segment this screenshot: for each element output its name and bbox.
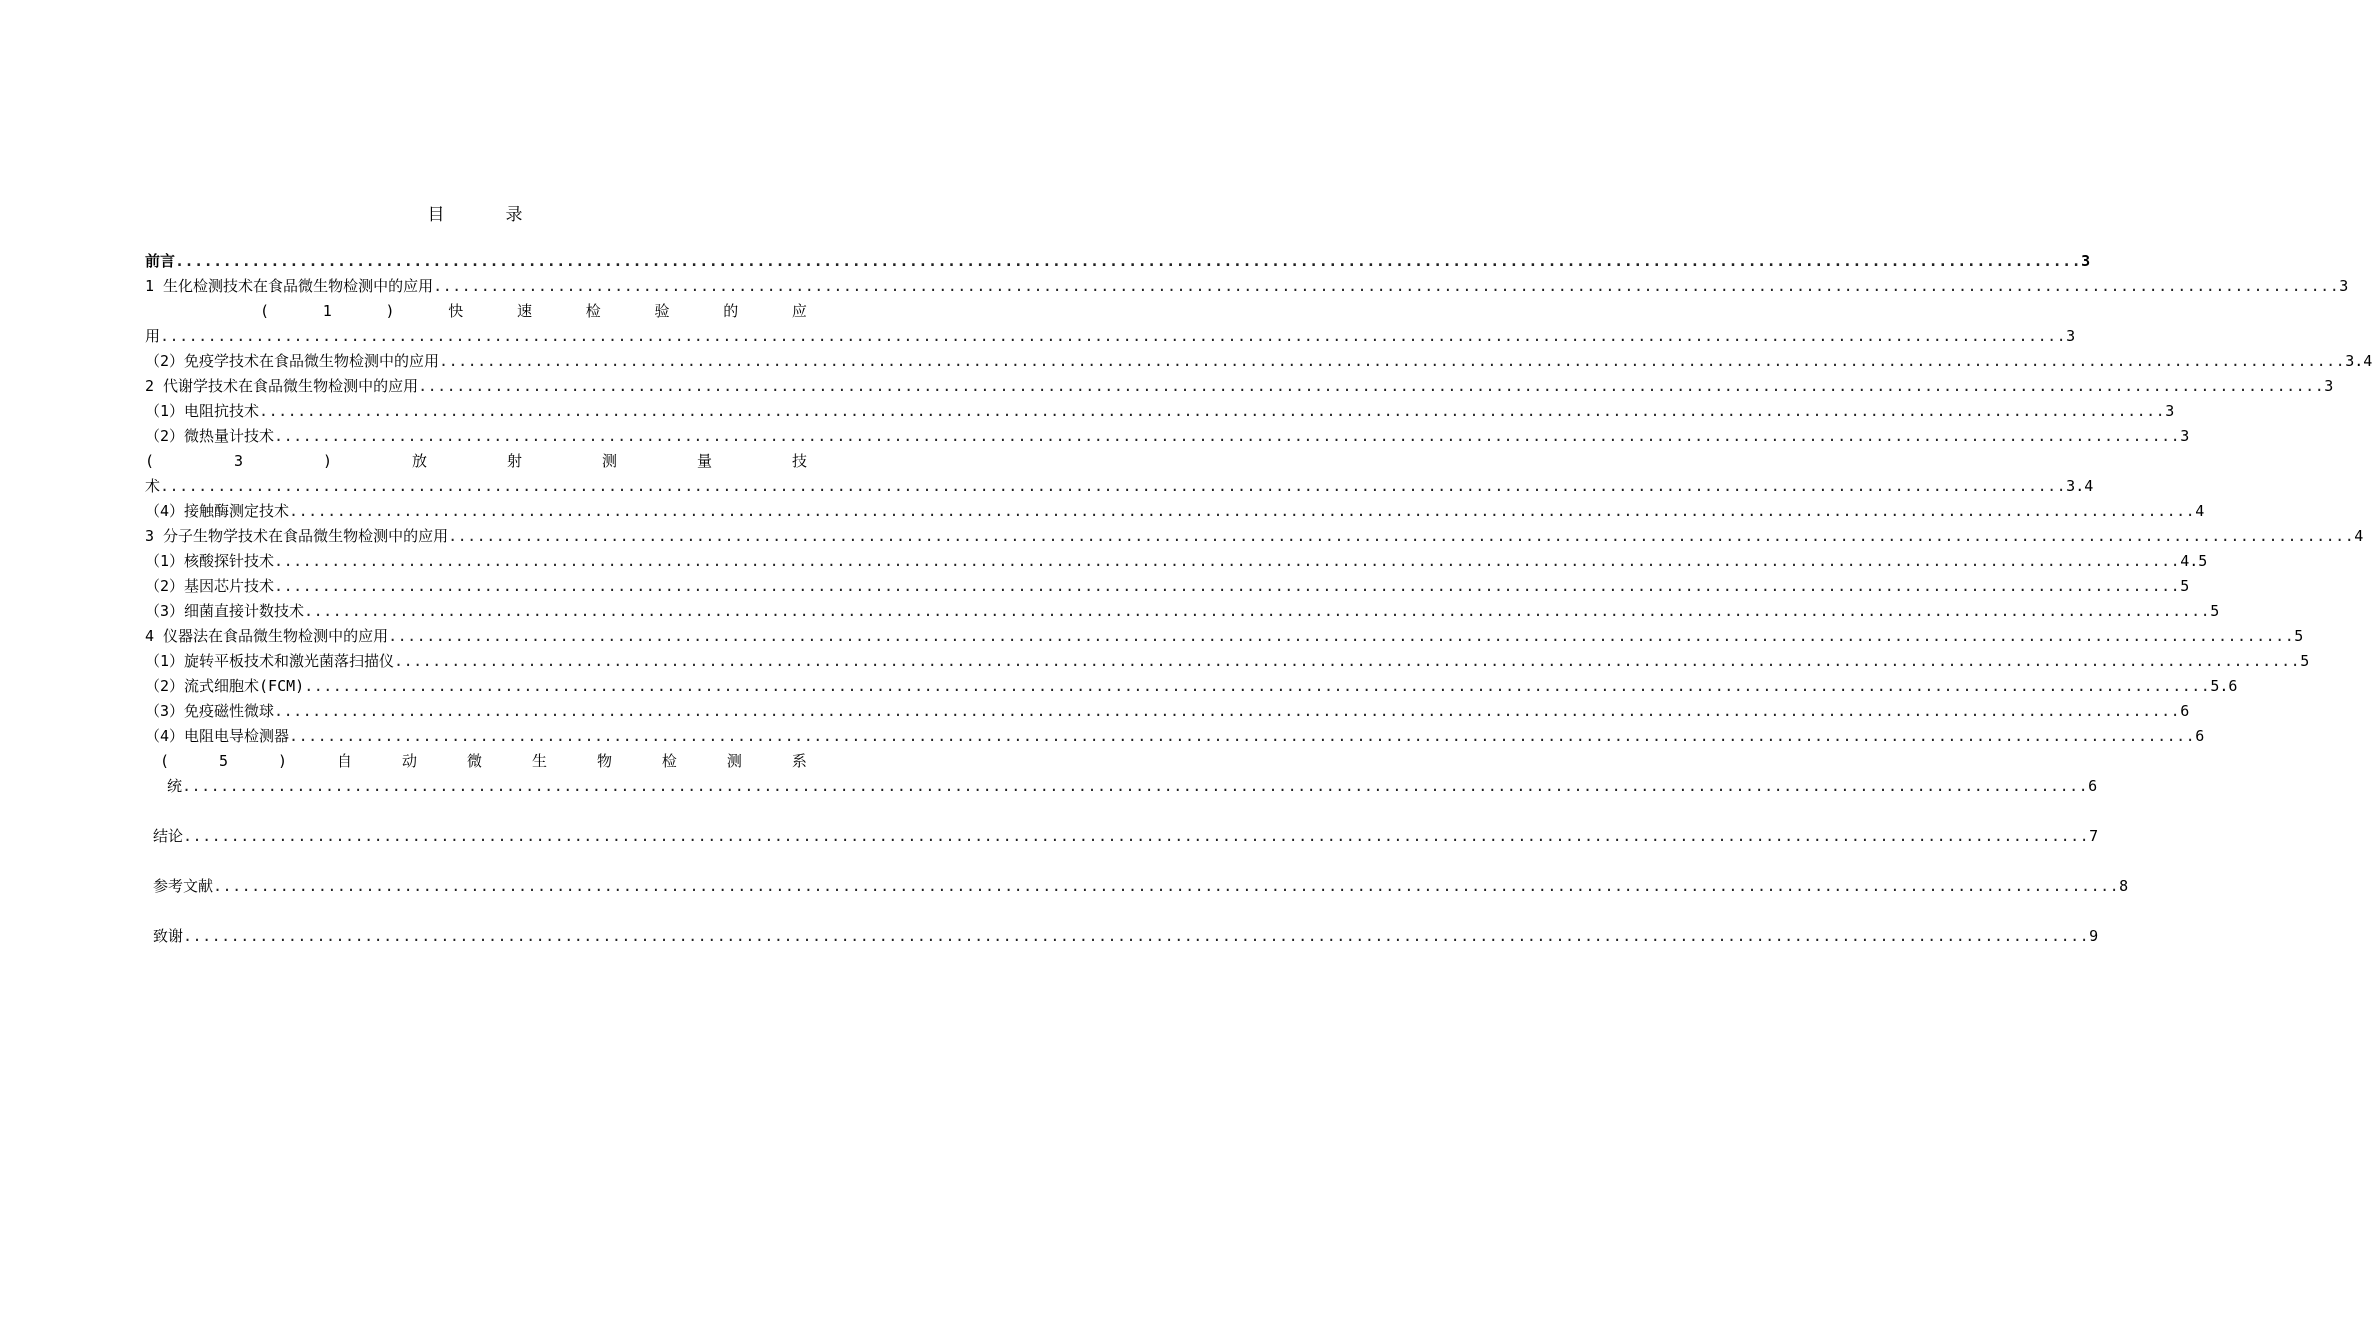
dot-leader: ........................................................................................................................................................................................................ — [183, 827, 2090, 845]
dot-leader: ........................................................................................................................................................................................................ — [274, 702, 2181, 720]
toc-entry[interactable] — [153, 925, 2099, 947]
toc-entry[interactable] — [145, 500, 2205, 522]
toc-entry-continuation[interactable] — [145, 325, 2076, 347]
dot-leader: ........................................................................................................................................................................................................ — [175, 252, 2082, 270]
dot-leader: ........................................................................................................................................................................................................ — [160, 477, 2067, 495]
toc-entry[interactable] — [145, 350, 2372, 372]
toc-page-number: 5.6 — [2210, 677, 2238, 695]
toc-entry-char: 射 — [506, 452, 522, 470]
toc-entry[interactable] — [145, 625, 2304, 647]
toc-page-number: 6 — [2088, 777, 2098, 795]
toc-entry-char: 自 — [337, 752, 353, 770]
dot-leader: ........................................................................................................................................................................................................ — [439, 352, 2346, 370]
toc-page-number: 4 — [2354, 527, 2364, 545]
toc-entry-label: （1）电阻抗技术 — [145, 402, 260, 420]
dot-leader: ........................................................................................................................................................................................................ — [289, 727, 2196, 745]
dot-leader: ........................................................................................................................................................................................................ — [274, 577, 2181, 595]
toc-entry-label: （2）基因芯片技术 — [145, 577, 275, 595]
toc-entry-label: 前言 — [145, 252, 176, 270]
toc-entry-char: 测 — [726, 752, 742, 770]
toc-page-number: 6 — [2180, 702, 2190, 720]
toc-page-number: 3 — [2324, 377, 2334, 395]
toc-entry-spread-line[interactable] — [160, 750, 807, 772]
toc-page-number: 5 — [2210, 602, 2220, 620]
toc-page-number: 4 — [2195, 502, 2205, 520]
toc-entry-char: 生 — [531, 752, 547, 770]
dot-leader: ........................................................................................................................................................................................................ — [394, 652, 2301, 670]
dot-leader: ........................................................................................................................................................................................................ — [259, 402, 2166, 420]
toc-entry[interactable] — [145, 525, 2364, 547]
toc-entry-char: 1 — [322, 302, 332, 320]
toc-entry-char: 验 — [654, 302, 670, 320]
toc-entry-char: 量 — [696, 452, 712, 470]
toc-entry-char: 系 — [791, 752, 807, 770]
dot-leader: ........................................................................................................................................................................................................ — [304, 602, 2211, 620]
toc-entry-label: 2 代谢学技术在食品微生物检测中的应用 — [145, 377, 419, 395]
toc-entry-char: 测 — [601, 452, 617, 470]
toc-page-number: 3.4 — [2066, 477, 2094, 495]
toc-entry-label: 结论 — [153, 827, 184, 845]
toc-entry-char: 快 — [448, 302, 464, 320]
toc-page-number: 7 — [2089, 827, 2099, 845]
toc-entry[interactable] — [145, 275, 2349, 297]
toc-entry[interactable] — [145, 550, 2208, 572]
toc-page-number: 3 — [2066, 327, 2076, 345]
toc-entry-char: 5 — [219, 752, 229, 770]
toc-entry-label: （2）免疫学技术在食品微生物检测中的应用 — [145, 352, 440, 370]
toc-page-number: 5 — [2180, 577, 2190, 595]
toc-page-number: 3 — [2165, 402, 2175, 420]
toc-page-number: 6 — [2195, 727, 2205, 745]
toc-entry-char: ( — [160, 752, 170, 770]
toc-entry-label: 统 — [167, 777, 183, 795]
toc-entry[interactable] — [145, 675, 2238, 697]
dot-leader: ........................................................................................................................................................................................................ — [433, 277, 2340, 295]
dot-leader: ........................................................................................................................................................................................................ — [388, 627, 2295, 645]
toc-entry-label: 术 — [145, 477, 161, 495]
toc-entry-spread-line[interactable] — [145, 450, 807, 472]
toc-page-number: 3.4 — [2345, 352, 2372, 370]
toc-entry-char: ) — [278, 752, 288, 770]
toc-entry-char: 3 — [234, 452, 244, 470]
dot-leader: ........................................................................................................................................................................................................ — [274, 427, 2181, 445]
dot-leader: ........................................................................................................................................................................................................ — [182, 777, 2089, 795]
toc-entry-char: 动 — [401, 752, 417, 770]
toc-page-number: 9 — [2089, 927, 2099, 945]
toc-page-number: 3 — [2180, 427, 2190, 445]
dot-leader: ........................................................................................................................................................................................................ — [183, 927, 2090, 945]
toc-entry-label: 4 仪器法在食品微生物检测中的应用 — [145, 627, 389, 645]
toc-entry[interactable] — [145, 425, 2190, 447]
toc-entry[interactable] — [145, 575, 2190, 597]
dot-leader: ........................................................................................................................................................................................................ — [289, 502, 2196, 520]
toc-entry-char: ( — [260, 302, 270, 320]
toc-entry-char: 放 — [412, 452, 428, 470]
toc-entry-label: 3 分子生物学技术在食品微生物检测中的应用 — [145, 527, 449, 545]
dot-leader: ........................................................................................................................................................................................................ — [160, 327, 2067, 345]
toc-entry[interactable] — [145, 600, 2220, 622]
dot-leader: ........................................................................................................................................................................................................ — [448, 527, 2355, 545]
toc-entry[interactable] — [145, 250, 2091, 272]
toc-entry-label: （4）接触酶测定技术 — [145, 502, 290, 520]
toc-entry-label: 参考文献 — [153, 877, 214, 895]
toc-entry-label: （2）流式细胞术(FCM) — [145, 677, 305, 695]
toc-entry-char: 应 — [791, 302, 807, 320]
toc-entry[interactable] — [145, 400, 2175, 422]
toc-entry-continuation[interactable] — [145, 475, 2094, 497]
toc-entry-label: （3）免疫磁性微球 — [145, 702, 275, 720]
toc-entry-char: ) — [323, 452, 333, 470]
toc-title: 目 录 — [427, 205, 545, 225]
toc-page-number: 3 — [2339, 277, 2349, 295]
toc-page-number: 5 — [2294, 627, 2304, 645]
toc-entry-label: （4）电阻电导检测器 — [145, 727, 290, 745]
toc-entry-char: 技 — [791, 452, 807, 470]
toc-entry[interactable] — [153, 875, 2129, 897]
dot-leader: ........................................................................................................................................................................................................ — [304, 677, 2211, 695]
toc-entry-char: ) — [385, 302, 395, 320]
dot-leader: ........................................................................................................................................................................................................ — [274, 552, 2181, 570]
toc-entry-label: 用 — [145, 327, 161, 345]
toc-entry-label: （2）微热量计技术 — [145, 427, 275, 445]
toc-page-number: 8 — [2119, 877, 2129, 895]
toc-entry-label: 致谢 — [153, 927, 184, 945]
toc-entry[interactable] — [145, 650, 2310, 672]
toc-entry[interactable] — [145, 725, 2205, 747]
toc-entry-continuation[interactable] — [167, 775, 2098, 797]
toc-entry-char: 检 — [585, 302, 601, 320]
toc-page-number: 3 — [2081, 252, 2091, 270]
toc-entry-label: （3）细菌直接计数技术 — [145, 602, 305, 620]
toc-entry-char: 速 — [516, 302, 532, 320]
toc-entry[interactable] — [145, 700, 2190, 722]
toc-entry-char: 物 — [596, 752, 612, 770]
toc-entry-label: （1）核酸探针技术 — [145, 552, 275, 570]
toc-entry[interactable] — [145, 375, 2334, 397]
dot-leader: ........................................................................................................................................................................................................ — [418, 377, 2325, 395]
toc-entry-label: 1 生化检测技术在食品微生物检测中的应用 — [145, 277, 434, 295]
toc-entry-char: 检 — [661, 752, 677, 770]
toc-page-number: 4.5 — [2180, 552, 2208, 570]
toc-entry-char: 微 — [466, 752, 482, 770]
toc-entry-char: ( — [145, 452, 155, 470]
dot-leader: ........................................................................................................................................................................................................ — [213, 877, 2120, 895]
toc-entry[interactable] — [153, 825, 2099, 847]
toc-page-number: 5 — [2300, 652, 2310, 670]
toc-entry-spread-line[interactable] — [260, 300, 807, 322]
toc-entry-label: （1）旋转平板技术和激光菌落扫描仪 — [145, 652, 395, 670]
toc-entry-char: 的 — [723, 302, 739, 320]
